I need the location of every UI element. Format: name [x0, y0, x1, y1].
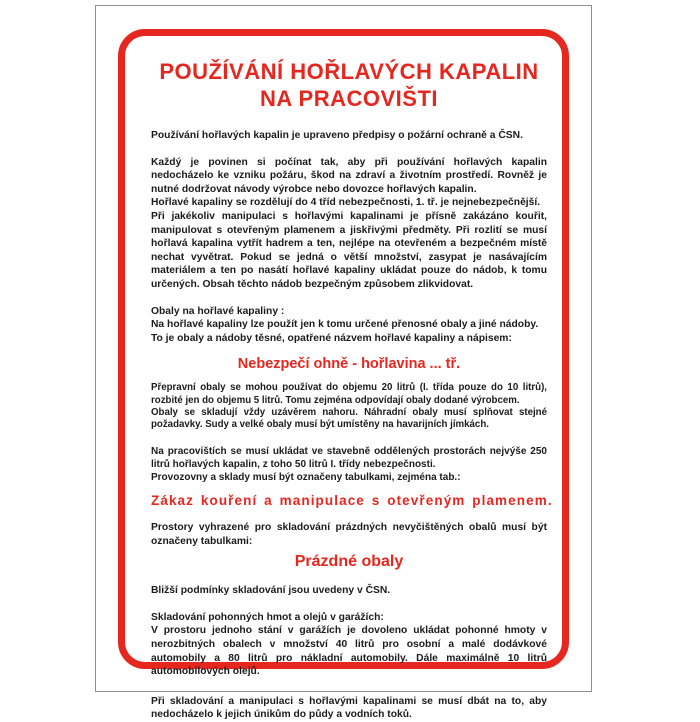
transport-paragraph: Přepravní obaly se mohou používat do objemu 20 litrů (I. třída pouze do 10 litrů), rozbité jen do objemu 5 litrů. Tomu zejména odpovídají obaly dodané výrobcem. — [151, 382, 547, 406]
containers-heading: Obaly na hořlavé kapaliny : — [151, 305, 285, 317]
containers-line-1: Na hořlavé kapaliny lze použít jen k tomu určené přenosné obaly a jiné nádoby. — [151, 319, 539, 331]
handling-paragraph: Při jakékoliv manipulaci s hořlavými kapalinami je přísně zakázáno kouřit, manipulovat s otevřeným plamenem a jiskřivými předměty. Při rozlití se musí hořlavá kapalina vytřít hadrem a ten, nejlépe na otevřeném a bezpečném místě nechat vyvětrat. Pokud se jedná o větší množství, zasypat je nasávajícím materiálem a ten po nasátí hořlavé kapaliny ukládat pouze do nádob, k tomu určených. Obsah těchto nádob bezpečným způsobem zlikvidovat. — [151, 210, 547, 290]
garages-heading: Skladování pohonných hmot a olejů v garážích: — [151, 611, 384, 623]
workplace-paragraph: Na pracovištích se musí ukládat ve stavebně oddělených prostorách nejvýše 250 litrů hořlavých kapalin, z toho 50 litrů I. třídy nebezpečnosti. — [151, 445, 547, 470]
title-line-2: NA PRACOVIŠTI — [259, 86, 439, 111]
signs-paragraph: Provozovny a sklady musí být označeny tabulkami, zejména tab.: — [151, 471, 461, 483]
title-line-1: POUŽÍVÁNÍ HOŘLAVÝCH KAPALIN — [159, 59, 539, 84]
csn-note: Bližší podmínky skladování jsou uvedeny v ČSN. — [151, 585, 391, 597]
classes-paragraph: Hořlavé kapaliny se rozdělují do 4 tříd nebezpečnosti, 1. tř. je nejnebezpečnější. — [151, 197, 541, 209]
sign-content — [151, 58, 553, 722]
garages-paragraph: V prostoru jednoho stání v garážích je dovoleno ukládat pohonné hmoty v nerozbitných obalech v množství 40 litrů pro osobní a malé dodávkové automobily a 80 litrů pro nákladní automobily. Dále maximálně 10 litrů automobilových olejů. — [151, 625, 547, 678]
containers-line-2: To je obaly a nádoby těsné, opatřené názvem hořlavé kapaliny a nápisem: — [151, 332, 512, 344]
sign-title — [151, 58, 547, 112]
leaks-paragraph: Při skladování a manipulaci s hořlavými kapalinami se musí dbát na to, aby nedocházelo k jejich únikům do půdy a vodních toků. — [151, 695, 547, 721]
duty-paragraph: Každý je povinen si počínat tak, aby při používání hořlavých kapalin nedocházelo ke vzniku požáru, škod na zdraví a životním prostředí. Rovněž je nutné dodržovat návody výrobce nebo dovozce hořlavých kapalin. — [151, 156, 547, 195]
empty-containers-paragraph: Prostory vyhrazené pro skladování prázdných nevyčištěných obalů musí být označeny tabulkami: — [151, 522, 547, 547]
storage-paragraph: Obaly se skladují vždy uzávěrem nahoru. Náhradní obaly musí splňovat stejné požadavky. Sudy a velké obaly musí být umístěny na havarijních jímkách. — [151, 406, 547, 431]
no-smoking-label: Zákaz kouření a manipulace s otevřeným plamenem. — [151, 493, 553, 509]
fire-danger-label: Nebezpečí ohně - hořlavina ... tř. — [237, 356, 461, 373]
intro-text: Používání hořlavých kapalin je upraveno předpisy o požární ochraně a ČSN. — [151, 130, 523, 141]
empty-containers-label: Prázdné obaly — [294, 553, 404, 571]
sign-sheet — [95, 5, 592, 721]
